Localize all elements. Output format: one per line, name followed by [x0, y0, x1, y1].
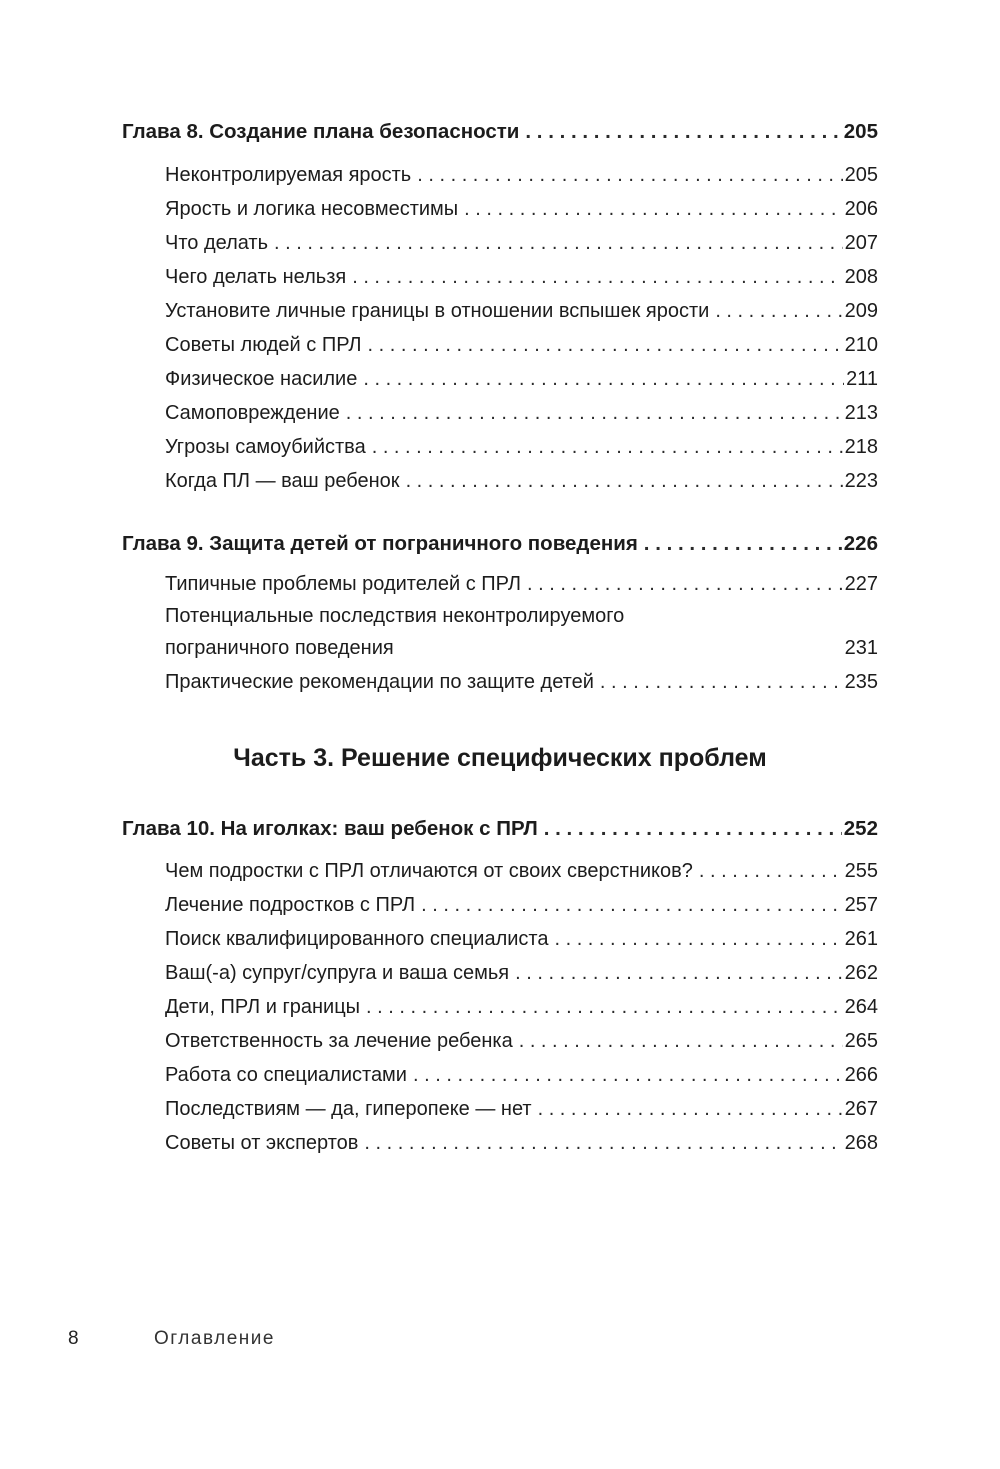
entry-title-line2-row: [165, 631, 878, 665]
entry-title: Типичные проблемы родителей с ПРЛ: [165, 573, 521, 595]
chapter-page-number: 205: [843, 120, 878, 143]
entry-title: Чего делать нельзя: [165, 266, 347, 288]
entry-page-number: 255: [844, 860, 878, 882]
dot-leader: [372, 430, 843, 464]
toc-entry[interactable]: [122, 567, 878, 601]
dot-leader: [519, 1024, 843, 1058]
dot-leader: [525, 117, 841, 147]
entry-page-number: 261: [844, 928, 878, 950]
entry-page-number: 205: [844, 164, 878, 186]
entry-title: Работа со специалистами: [165, 1064, 407, 1086]
toc-entry[interactable]: [122, 192, 878, 226]
chapter-title: Глава 10. На иголках: ваш ребенок с ПРЛ: [122, 817, 538, 840]
entry-title: Ваш(-а) супруг/супруга и ваша семья: [165, 962, 510, 984]
toc-entry[interactable]: [122, 430, 878, 464]
chapter-heading[interactable]: [122, 529, 878, 559]
entry-title: Советы от экспертов: [165, 1132, 359, 1154]
toc-entry[interactable]: [122, 226, 878, 260]
entry-title: Последствиям — да, гиперопеке — нет: [165, 1098, 532, 1120]
toc-entry[interactable]: [122, 362, 878, 396]
entry-title-line1: Потенциальные последствия неконтролируемого: [165, 605, 625, 627]
dot-leader: [515, 956, 843, 990]
entry-page-number: 257: [844, 894, 878, 916]
entry-page-number: 235: [844, 671, 878, 693]
chapter-page-number: 252: [843, 817, 878, 840]
entry-title: Когда ПЛ — ваш ребенок: [165, 470, 400, 492]
entry-page-number: 265: [844, 1030, 878, 1052]
entry-title: Физическое насилие: [165, 368, 358, 390]
toc-entry[interactable]: [122, 396, 878, 430]
entry-page-number: 211: [846, 368, 878, 390]
toc-entry[interactable]: [122, 1058, 878, 1092]
toc-entry[interactable]: [122, 956, 878, 990]
dot-leader: [406, 464, 843, 498]
entry-title: Лечение подростков с ПРЛ: [165, 894, 416, 916]
chapter-heading[interactable]: [122, 117, 878, 147]
dot-leader: [715, 294, 842, 328]
toc-entry[interactable]: [122, 158, 878, 192]
toc-chapter-8: [122, 117, 878, 498]
part-title[interactable]: Часть 3. Решение специфических проблем: [233, 744, 767, 772]
entry-title-line2: пограничного поведения: [165, 637, 394, 659]
dot-leader: [413, 1058, 843, 1092]
entry-page-number: 210: [844, 334, 878, 356]
toc-entry[interactable]: [122, 1024, 878, 1058]
dot-leader: [364, 1126, 842, 1160]
dot-leader: [421, 888, 842, 922]
toc-chapter-10: [122, 814, 878, 1160]
toc-entry[interactable]: [122, 888, 878, 922]
toc-entry[interactable]: [122, 328, 878, 362]
folio-page-number: 8: [68, 1328, 79, 1349]
entry-title: Угрозы самоубийства: [165, 436, 366, 458]
chapter-title: Глава 8. Создание плана безопасности: [122, 120, 520, 143]
entry-title: Практические рекомендации по защите детей: [165, 671, 594, 693]
dot-leader: [363, 362, 844, 396]
toc-entry[interactable]: [122, 294, 878, 328]
entry-page-number: 268: [844, 1132, 878, 1154]
dot-leader: [417, 158, 842, 192]
chapter-heading[interactable]: [122, 814, 878, 844]
entry-title: Самоповреждение: [165, 402, 340, 424]
entry-title: Установите личные границы в отношении вспышек ярости: [165, 300, 710, 322]
entry-page-number: 227: [844, 573, 878, 595]
dot-leader: [366, 990, 843, 1024]
toc-entry[interactable]: [122, 665, 878, 699]
entry-page-number: 223: [844, 470, 878, 492]
dot-leader: [274, 226, 843, 260]
toc-entry[interactable]: [122, 1092, 878, 1126]
entry-page-number: 231: [844, 637, 878, 659]
entry-title: Неконтролируемая ярость: [165, 164, 412, 186]
toc-entry[interactable]: [122, 922, 878, 956]
chapter-page-number: 226: [843, 532, 878, 555]
dot-leader: [346, 396, 843, 430]
entry-title: Советы людей с ПРЛ: [165, 334, 362, 356]
entry-title: Поиск квалифицированного специалиста: [165, 928, 549, 950]
dot-leader: [544, 814, 842, 844]
dot-leader: [644, 529, 842, 559]
toc-entry[interactable]: [122, 1126, 878, 1160]
entry-title: Что делать: [165, 232, 269, 254]
entry-page-number: 213: [844, 402, 878, 424]
toc-entry[interactable]: [122, 854, 878, 888]
entry-page-number: 267: [844, 1098, 878, 1120]
toc-entry[interactable]: [122, 990, 878, 1024]
entry-title: Ответственность за лечение ребенка: [165, 1030, 513, 1052]
entry-page-number: 208: [844, 266, 878, 288]
entry-page-number: 207: [844, 232, 878, 254]
dot-leader: [699, 854, 843, 888]
dot-leader: [368, 328, 843, 362]
dot-leader: [464, 192, 842, 226]
dot-leader: [600, 665, 843, 699]
dot-leader: [554, 922, 842, 956]
entry-title: Дети, ПРЛ и границы: [165, 996, 361, 1018]
toc-entry[interactable]: [122, 260, 878, 294]
toc-chapter-9: [122, 529, 878, 699]
entry-page-number: 264: [844, 996, 878, 1018]
entry-page-number: 218: [844, 436, 878, 458]
running-head: Оглавление: [154, 1328, 275, 1349]
entry-title: Ярость и логика несовместимы: [165, 198, 459, 220]
toc-entry[interactable]: [122, 601, 878, 665]
dot-leader: [352, 260, 842, 294]
page-footer: [68, 1326, 275, 1352]
toc-entry[interactable]: [122, 464, 878, 498]
entry-title: Чем подростки с ПРЛ отличаются от своих сверстников?: [165, 860, 693, 882]
entry-page-number: 262: [844, 962, 878, 984]
entry-page-number: 266: [844, 1064, 878, 1086]
entry-page-number: 206: [844, 198, 878, 220]
entry-page-number: 209: [844, 300, 878, 322]
chapter-title: Глава 9. Защита детей от пограничного поведения: [122, 532, 638, 555]
dot-leader: [538, 1092, 843, 1126]
dot-leader: [527, 567, 843, 601]
